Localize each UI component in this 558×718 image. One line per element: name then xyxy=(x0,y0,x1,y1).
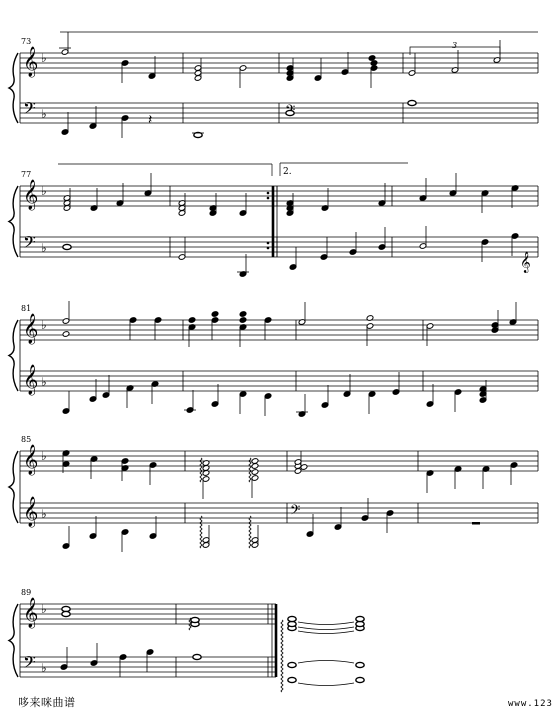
whole-note xyxy=(193,654,201,659)
half-note xyxy=(251,458,259,465)
half-note xyxy=(451,50,459,73)
quarter-note xyxy=(289,247,297,270)
arpeggio xyxy=(200,516,202,548)
quarter-note xyxy=(61,112,69,135)
quarter-note xyxy=(62,391,70,414)
half-note xyxy=(493,40,501,63)
quarter-note xyxy=(148,56,156,79)
measure-number: 89 xyxy=(21,588,32,597)
key-signature-flat: ♭ xyxy=(41,318,47,332)
quarter-note xyxy=(482,466,490,489)
half-note xyxy=(366,323,374,346)
quarter-note xyxy=(321,188,329,211)
brace xyxy=(9,320,18,391)
measure-number: 85 xyxy=(21,435,32,444)
quarter-note xyxy=(121,529,129,552)
repeat-dot xyxy=(267,197,270,200)
brace xyxy=(9,186,18,257)
half-note xyxy=(62,331,70,338)
triplet-number: 3 xyxy=(452,41,458,50)
quarter-note xyxy=(129,317,137,340)
note-head xyxy=(251,458,259,465)
quarter-note xyxy=(343,374,351,397)
half-note xyxy=(202,476,210,499)
quarter-note xyxy=(511,233,519,256)
quarter-note xyxy=(454,389,462,412)
quarter-note xyxy=(239,324,247,347)
quarter-note xyxy=(314,58,322,81)
bass-clef: 𝄢 xyxy=(23,652,36,676)
half-note xyxy=(298,302,306,325)
whole-note xyxy=(288,677,296,682)
note-head xyxy=(188,317,196,324)
arpeggio xyxy=(281,620,283,692)
quarter-note xyxy=(60,647,68,670)
quarter-note xyxy=(89,379,97,402)
key-signature-flat: ♭ xyxy=(41,184,47,198)
treble-clef: 𝄞 xyxy=(23,445,39,475)
tie xyxy=(298,627,354,630)
note-head xyxy=(251,469,259,476)
bass-staff xyxy=(20,652,276,677)
quarter-note xyxy=(144,173,152,196)
quarter-note xyxy=(306,514,314,537)
whole-note xyxy=(356,677,364,682)
half-note xyxy=(408,53,416,76)
treble-staff xyxy=(20,179,538,211)
arpeggio xyxy=(249,458,251,482)
quarter-note xyxy=(119,654,127,677)
quarter-note xyxy=(116,183,124,206)
half-note xyxy=(251,469,259,476)
quarter-note xyxy=(264,317,272,340)
whole-rest xyxy=(472,522,480,525)
quarter-note xyxy=(509,302,517,325)
key-signature-flat: ♭ xyxy=(41,602,47,616)
quarter-note xyxy=(419,178,427,201)
quarter-note xyxy=(211,311,219,318)
quarter-note xyxy=(449,173,457,196)
half-note xyxy=(419,226,427,249)
quarter-note xyxy=(341,52,349,75)
key-signature-flat: ♭ xyxy=(41,507,47,521)
quarter-note xyxy=(491,310,499,333)
treble-clef: 𝄞 xyxy=(520,252,531,273)
quarter-note xyxy=(209,193,217,216)
whole-note xyxy=(286,110,294,115)
brace xyxy=(9,604,18,677)
quarter-note xyxy=(188,324,196,347)
half-note xyxy=(178,237,186,260)
whole-note xyxy=(356,616,364,621)
quarter-note xyxy=(481,239,489,262)
quarter-rest: 𝄽 xyxy=(148,112,153,128)
half-note xyxy=(202,525,210,548)
quarter-note xyxy=(426,384,434,407)
repeat-dot xyxy=(267,247,270,250)
whole-note xyxy=(62,611,70,616)
site-name: 哆来咪曲谱 xyxy=(18,696,76,709)
whole-note xyxy=(408,100,416,105)
tie xyxy=(298,631,354,634)
quarter-note xyxy=(239,254,247,277)
quarter-note xyxy=(149,462,157,485)
measure-number: 73 xyxy=(21,37,32,46)
whole-note xyxy=(63,244,71,249)
tie xyxy=(298,622,354,625)
arpeggio xyxy=(200,458,202,482)
quarter-note xyxy=(102,375,110,398)
quarter-note xyxy=(149,516,157,539)
quarter-note xyxy=(146,649,154,672)
treble-clef: 𝄞 xyxy=(23,365,39,395)
arpeggio xyxy=(249,516,251,548)
treble-clef: 𝄞 xyxy=(23,47,39,77)
key-signature-flat: ♭ xyxy=(41,449,47,463)
bass-clef: 𝄢 xyxy=(290,502,301,521)
half-note xyxy=(61,32,69,55)
quarter-note xyxy=(321,385,329,408)
note-head xyxy=(211,311,219,318)
tie xyxy=(298,661,354,664)
quarter-note xyxy=(264,393,272,416)
treble-staff xyxy=(20,313,538,345)
site-url: www.123 xyxy=(508,699,553,709)
system xyxy=(9,588,276,677)
quarter-note xyxy=(378,183,386,206)
quarter-note xyxy=(188,317,196,324)
quarter-note xyxy=(90,456,98,479)
quarter-note xyxy=(121,60,129,83)
quarter-note xyxy=(211,317,219,340)
key-signature-flat: ♭ xyxy=(41,241,47,255)
treble-clef: 𝄞 xyxy=(23,314,39,344)
note-head xyxy=(62,331,70,338)
tie xyxy=(298,683,354,686)
quarter-note xyxy=(349,232,357,255)
quarter-note xyxy=(126,385,134,408)
bass-clef: 𝄢 xyxy=(23,232,36,256)
half-note xyxy=(251,475,259,498)
system xyxy=(9,304,538,396)
quarter-note xyxy=(298,394,306,417)
quarter-note xyxy=(239,391,247,414)
repeat-dot xyxy=(267,242,270,245)
treble-clef: 𝄞 xyxy=(23,180,39,210)
treble-clef: 𝄞 xyxy=(23,598,39,628)
quarter-note xyxy=(90,188,98,211)
volta-2-label: 2. xyxy=(283,167,292,177)
half-note xyxy=(251,525,259,548)
whole-note xyxy=(288,616,296,621)
quarter-note xyxy=(239,193,247,216)
quarter-note xyxy=(121,115,129,138)
brace xyxy=(9,451,18,523)
measure-number: 81 xyxy=(21,304,32,313)
note-head xyxy=(239,317,247,324)
whole-note xyxy=(288,662,296,667)
half-note xyxy=(426,323,434,346)
quarter-note xyxy=(239,311,247,318)
quarter-note xyxy=(511,185,519,208)
quarter-note xyxy=(426,470,434,493)
measure-number: 77 xyxy=(21,170,32,179)
quarter-note xyxy=(320,237,328,260)
key-signature-flat: ♭ xyxy=(41,661,47,675)
quarter-note xyxy=(89,106,97,129)
quarter-note xyxy=(370,65,378,88)
whole-note xyxy=(191,617,199,622)
system xyxy=(9,37,538,123)
bass-staff xyxy=(20,232,538,257)
quarter-note xyxy=(90,643,98,666)
repeat-dot xyxy=(267,192,270,195)
key-signature-flat: ♭ xyxy=(41,107,47,121)
quarter-note xyxy=(334,507,342,530)
key-signature-flat: ♭ xyxy=(41,51,47,65)
half-note xyxy=(62,301,70,324)
quarter-note xyxy=(368,391,376,414)
quarter-note xyxy=(386,510,394,533)
quarter-note xyxy=(481,190,489,213)
quarter-note xyxy=(62,526,70,549)
half-note xyxy=(239,65,247,88)
quarter-note xyxy=(510,462,518,485)
treble-staff xyxy=(20,597,276,629)
bass-clef: 𝄢 xyxy=(23,98,36,122)
quarter-note xyxy=(151,381,159,404)
quarter-note xyxy=(89,516,97,539)
note-head xyxy=(239,311,247,318)
quarter-note xyxy=(239,317,247,324)
treble-staff xyxy=(20,444,538,476)
brace xyxy=(9,53,18,123)
quarter-note xyxy=(154,317,162,340)
treble-clef: 𝄞 xyxy=(23,497,39,527)
bass-staff xyxy=(20,496,538,528)
quarter-note xyxy=(392,372,400,395)
key-signature-flat: ♭ xyxy=(41,375,47,389)
quarter-note xyxy=(361,498,369,521)
quarter-note xyxy=(378,227,386,250)
quarter-note xyxy=(454,466,462,489)
system xyxy=(9,435,538,528)
quarter-note xyxy=(211,384,219,407)
whole-note xyxy=(356,662,364,667)
